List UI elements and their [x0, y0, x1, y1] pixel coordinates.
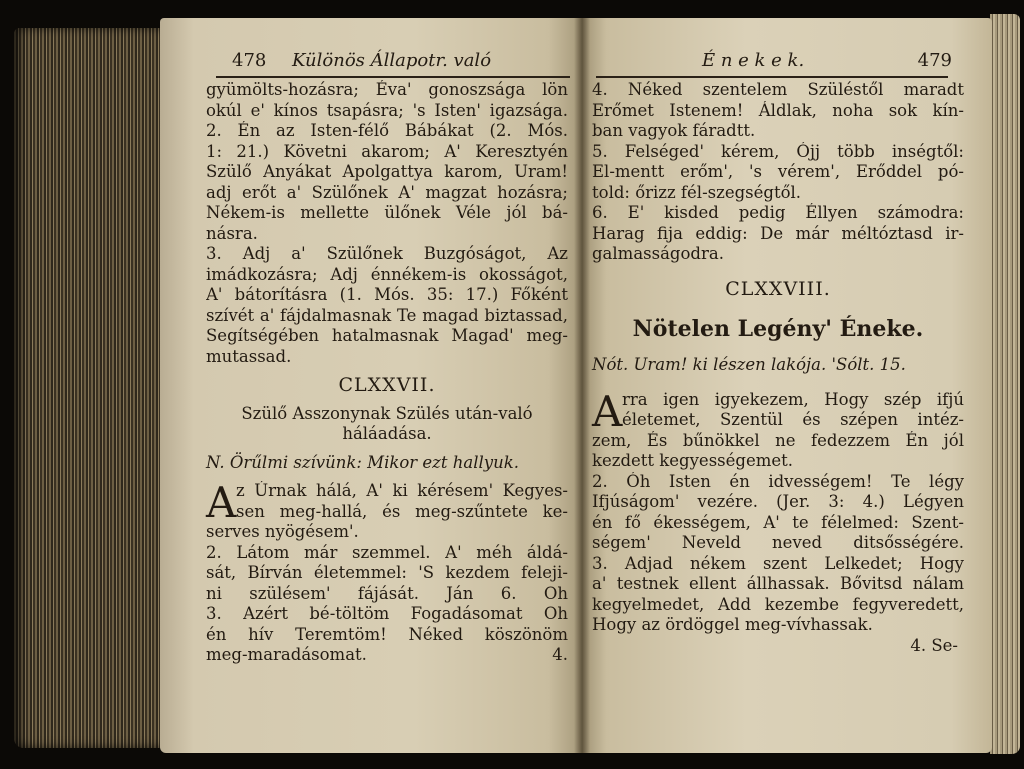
- text-line: a' testnek ellent állhassak. Bővitsd nálam: [592, 574, 964, 593]
- text-line: sen meg-hallá, és meg-szűntete ke-: [236, 501, 568, 521]
- left-page-text: [206, 80, 568, 666]
- text-line: told: őrizz fél-szegségtől.: [592, 182, 802, 202]
- text-line: kezdett kegyességemet.: [592, 451, 794, 470]
- right-header-rule: [596, 76, 948, 78]
- hymn-title: Nötelen Legény' Éneke.: [632, 316, 924, 342]
- text-line: Erőmet Istenem! Áldlak, noha sok kín-: [592, 100, 964, 120]
- text-line: ni szülésem' fájását. Ján 6. Oh: [206, 583, 568, 603]
- text-line: 3. Azért bé-töltöm Fogadásomat Oh: [206, 604, 568, 623]
- text-line: kegyelmedet, Add kezembe fegyveredett,: [592, 594, 964, 614]
- hymn-title-line: Szülő Asszonynak Szülés után-való: [241, 403, 533, 423]
- book-fore-edge-left: [14, 28, 164, 748]
- text-line: 3. Adj a' Szülőnek Buzgóságot, Az: [206, 244, 568, 263]
- text-line: Nékem-is mellette ülőnek Véle jól bá-: [206, 203, 568, 222]
- text-line: Segítségében hatalmasnak Magad' meg-: [206, 326, 568, 345]
- text-line: ségem' Neveld neved ditsősségére.: [592, 533, 964, 552]
- text-line: Szülő Anyákat Apolgattya karom, Uram!: [206, 162, 568, 181]
- text-line: 2. Óh Isten én idvességem! Te légy: [592, 471, 964, 491]
- left-header-rule: [216, 76, 570, 78]
- text-line: zem, És bűnökkel ne fedezzem Én jól: [592, 430, 964, 450]
- hymn-title-line: háláadása.: [342, 424, 432, 443]
- text-line: adj erőt a' Szülőnek A' magzat hozásra;: [206, 182, 568, 202]
- left-page-header: [210, 48, 560, 74]
- verse-start: [206, 478, 568, 527]
- right-page: [582, 18, 992, 753]
- text-line: imádkozásra; Adj énnékem-is okosságot,: [206, 264, 568, 284]
- text-line: meg-maradásomat. 4.: [206, 645, 568, 664]
- text-line: 6. E' kisded pedig Éllyen számodra:: [592, 203, 964, 222]
- drop-cap: A: [592, 386, 623, 436]
- verse-start: [592, 386, 964, 436]
- right-page-header: [600, 48, 952, 74]
- text-line: 2. Látom már szemmel. A' méh áldá-: [206, 542, 568, 562]
- book-gutter: [574, 18, 590, 753]
- right-page-number: 479: [917, 50, 952, 71]
- text-line: A' bátorításra (1. Mós. 35: 17.) Főként: [206, 285, 568, 304]
- text-line: z Úrnak hálá, A' ki kérésem' Kegyes-: [236, 481, 568, 500]
- text-line: Hogy az ördöggel meg-vívhassak.: [592, 615, 873, 634]
- tune-line: Nót. Uram! ki lészen lakója. 'Sólt. 15.: [592, 355, 906, 374]
- text-line: 2. Én az Isten-félő Bábákat (2. Mós.: [206, 121, 568, 140]
- book-fore-edge-right: [990, 14, 1020, 754]
- left-running-title: Különös Állapotr. való: [292, 50, 492, 71]
- text-line: én fő ékességem, A' te félelmed: Szent-: [592, 512, 964, 532]
- right-page-text: [592, 80, 964, 656]
- text-line: okúl e' kínos tsapásra; 's Isten' igazsága.: [206, 100, 568, 120]
- text-line: gyümölts-hozásra; Éva' gonoszsága lön: [206, 80, 568, 99]
- text-line: életemet, Szentül és szépen intéz-: [622, 410, 964, 429]
- hymn-number: CLXXVII.: [338, 374, 436, 396]
- drop-cap: A: [206, 478, 237, 527]
- text-line: galmasságodra.: [592, 244, 724, 263]
- text-line: serves nyögésem'.: [206, 522, 359, 541]
- text-line: Harag fija eddig: De már méltóztasd ir-: [592, 223, 964, 243]
- tune-line: N. Örűlmi szívünk: Mikor ezt hallyuk.: [206, 452, 519, 472]
- catchword: 4. Se-: [910, 635, 958, 655]
- text-line: 3. Adjad nékem szent Lelkedet; Hogy: [592, 553, 964, 573]
- text-line: 1: 21.) Követni akarom; A' Keresztyén: [206, 141, 568, 161]
- text-line: násra.: [206, 223, 258, 243]
- text-line: mutassad.: [206, 346, 292, 366]
- hymn-number: CLXXVIII.: [725, 277, 831, 300]
- text-line: 5. Felséged' kérem, Ójj több inségtől:: [592, 141, 964, 161]
- text-line: sát, Bírván életemmel: 'S kezdem feleji-: [206, 563, 568, 582]
- right-running-title: É n e k e k.: [702, 50, 805, 71]
- text-line: Ifjúságom' vezére. (Jer. 3: 4.) Légyen: [592, 492, 964, 511]
- left-page-number: 478: [232, 50, 267, 71]
- text-line: ban vagyok fáradtt.: [592, 121, 756, 140]
- text-line: én hív Teremtöm! Néked köszönöm: [206, 624, 568, 644]
- text-line: El-mentt erőm', 's vérem', Erőddel pó-: [592, 162, 964, 181]
- left-page: [160, 18, 582, 753]
- text-line: rra igen igyekezem, Hogy szép ifjú: [622, 389, 964, 409]
- text-line: 4. Néked szentelem Szüléstől maradt: [592, 80, 964, 99]
- text-line: szívét a' fájdalmasnak Te magad biztassad,: [206, 305, 568, 325]
